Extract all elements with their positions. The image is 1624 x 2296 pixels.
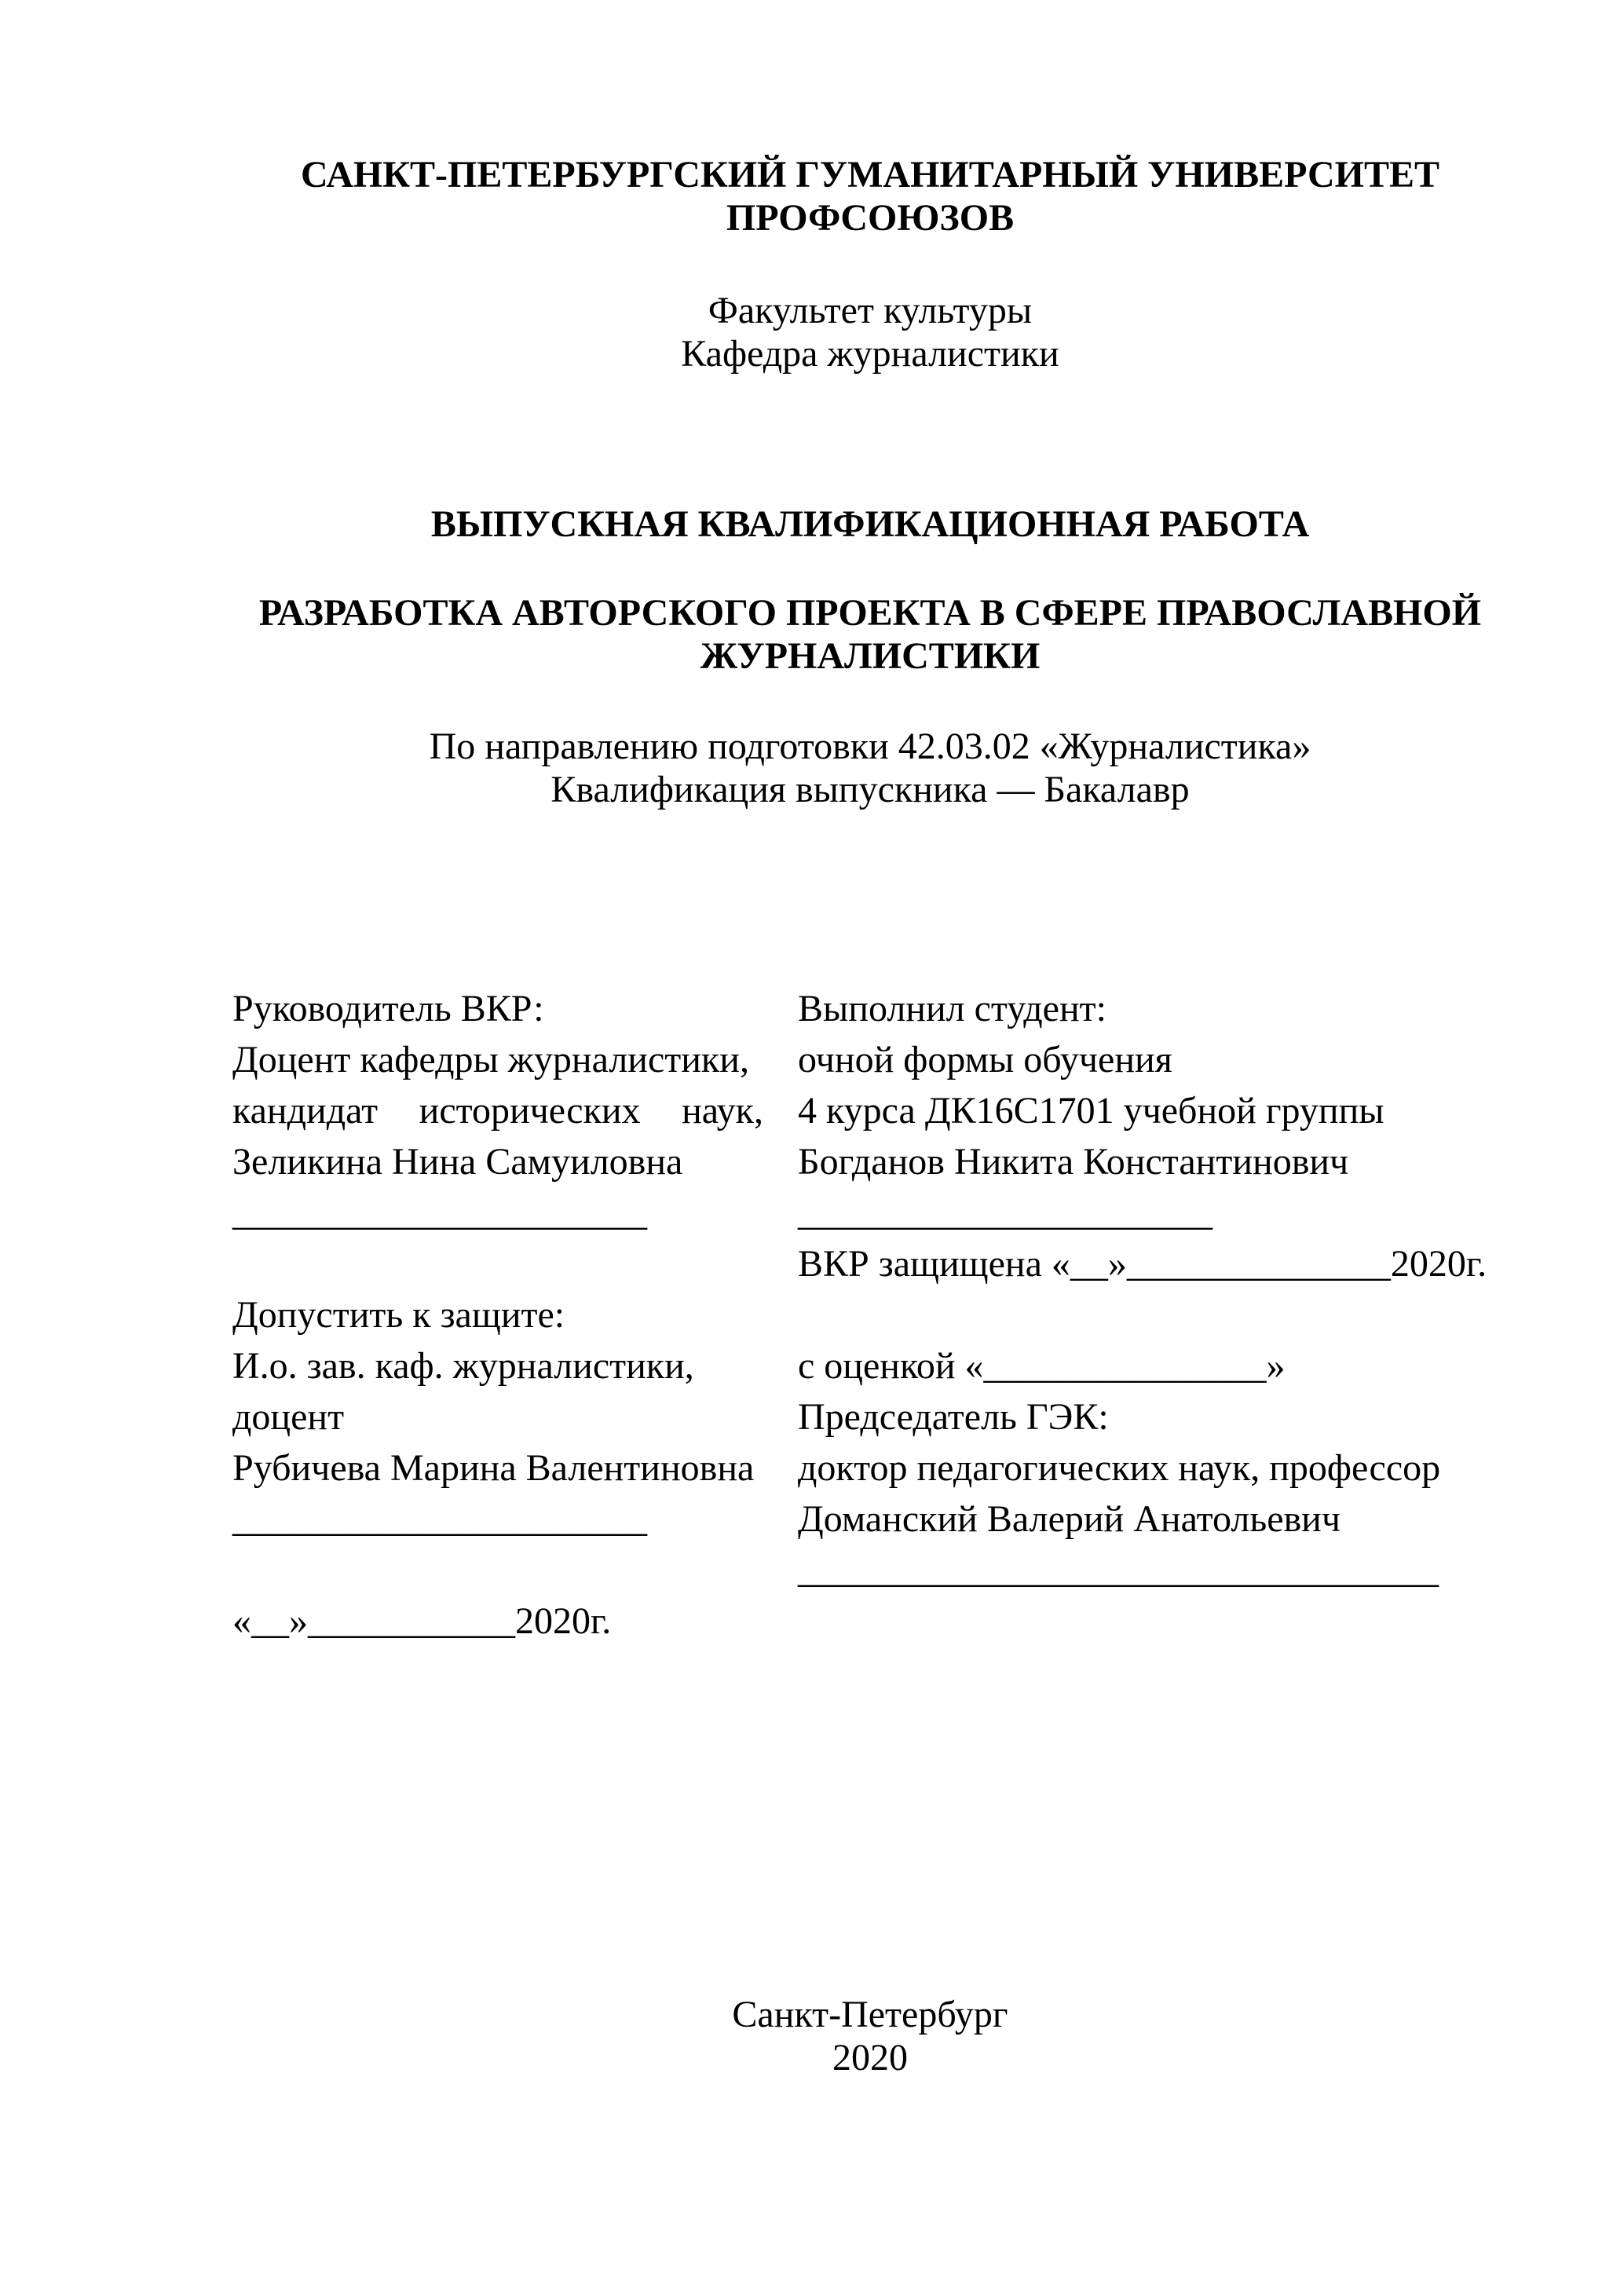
defended-date-line: ВКР защищена «__»______________2020г. [798, 1243, 1487, 1285]
supervisor-label: Руководитель ВКР: [232, 988, 544, 1029]
supervisor-name: Зеликина Нина Самуиловна [232, 1141, 683, 1183]
admit-position: И.о. зав. каф. журналистики, [232, 1345, 694, 1387]
supervisor-signature-line: ______________________ [232, 1192, 647, 1234]
work-type-text: ВЫПУСКНАЯ КВАЛИФИКАЦИОННАЯ РАБОТА [430, 503, 1310, 545]
student-label: Выполнил студент: [798, 988, 1106, 1029]
admit-date-line: «__»___________2020г. [232, 1600, 612, 1642]
degree-word-2: исторических [419, 1090, 641, 1132]
degree-word-1: кандидат [232, 1090, 379, 1132]
chairman-name: Доманский Валерий Анатольевич [798, 1498, 1341, 1540]
university-name-line2: ПРОФСОЮЗОВ [726, 197, 1015, 239]
admit-signature-line: ______________________ [232, 1498, 647, 1540]
faculty-block [232, 289, 1508, 375]
qualification: Квалификация выпускника — Бакалавр [550, 769, 1190, 810]
thesis-title [232, 591, 1508, 678]
thesis-title-line1: РАЗРАБОТКА АВТОРСКОГО ПРОЕКТА В СФЕРЕ ПРАВОСЛАВНОЙ [258, 592, 1482, 634]
spacer-line [798, 1289, 1508, 1340]
study-group: 4 курса ДК16С1701 учебной группы [798, 1090, 1384, 1132]
chairman-label: Председатель ГЭК: [798, 1396, 1109, 1438]
spacer-line [232, 1545, 763, 1596]
study-form: очной формы обучения [798, 1039, 1172, 1080]
chairman-signature-line: __________________________________ [798, 1549, 1439, 1591]
chairman-degree: доктор педагогических наук, профессор [798, 1447, 1441, 1489]
footer-block [232, 1993, 1508, 2079]
supervisor-column [232, 983, 763, 1647]
admit-name: Рубичева Марина Валентиновна [232, 1447, 755, 1489]
program-block [232, 725, 1508, 811]
footer-year: 2020 [832, 2037, 908, 2078]
faculty-name: Факультет культуры [708, 290, 1033, 331]
degree-word-3: наук, [682, 1090, 763, 1132]
signature-columns [232, 983, 1508, 1647]
program-direction: По направлению подготовки 42.03.02 «Журналистика» [429, 726, 1311, 767]
student-column [798, 983, 1508, 1647]
grade-line: с оценкой «_______________» [798, 1345, 1286, 1387]
footer-city: Санкт-Петербург [732, 1994, 1008, 2035]
admit-rank: доцент [232, 1396, 345, 1438]
spacer-line [232, 1238, 763, 1289]
student-name: Богданов Никита Константинович [798, 1141, 1349, 1183]
work-type-heading [232, 503, 1508, 546]
university-header [232, 153, 1508, 239]
admit-label: Допустить к защите: [232, 1294, 565, 1336]
thesis-title-line2: ЖУРНАЛИСТИКИ [700, 635, 1041, 677]
department-name: Кафедра журналистики [681, 333, 1059, 375]
university-name-line1: САНКТ-ПЕТЕРБУРГСКИЙ ГУМАНИТАРНЫЙ УНИВЕРСИТЕТ [300, 154, 1440, 196]
supervisor-position: Доцент кафедры журналистики, [232, 1039, 749, 1080]
supervisor-degree [232, 1085, 763, 1136]
student-signature-line: ______________________ [798, 1192, 1213, 1234]
